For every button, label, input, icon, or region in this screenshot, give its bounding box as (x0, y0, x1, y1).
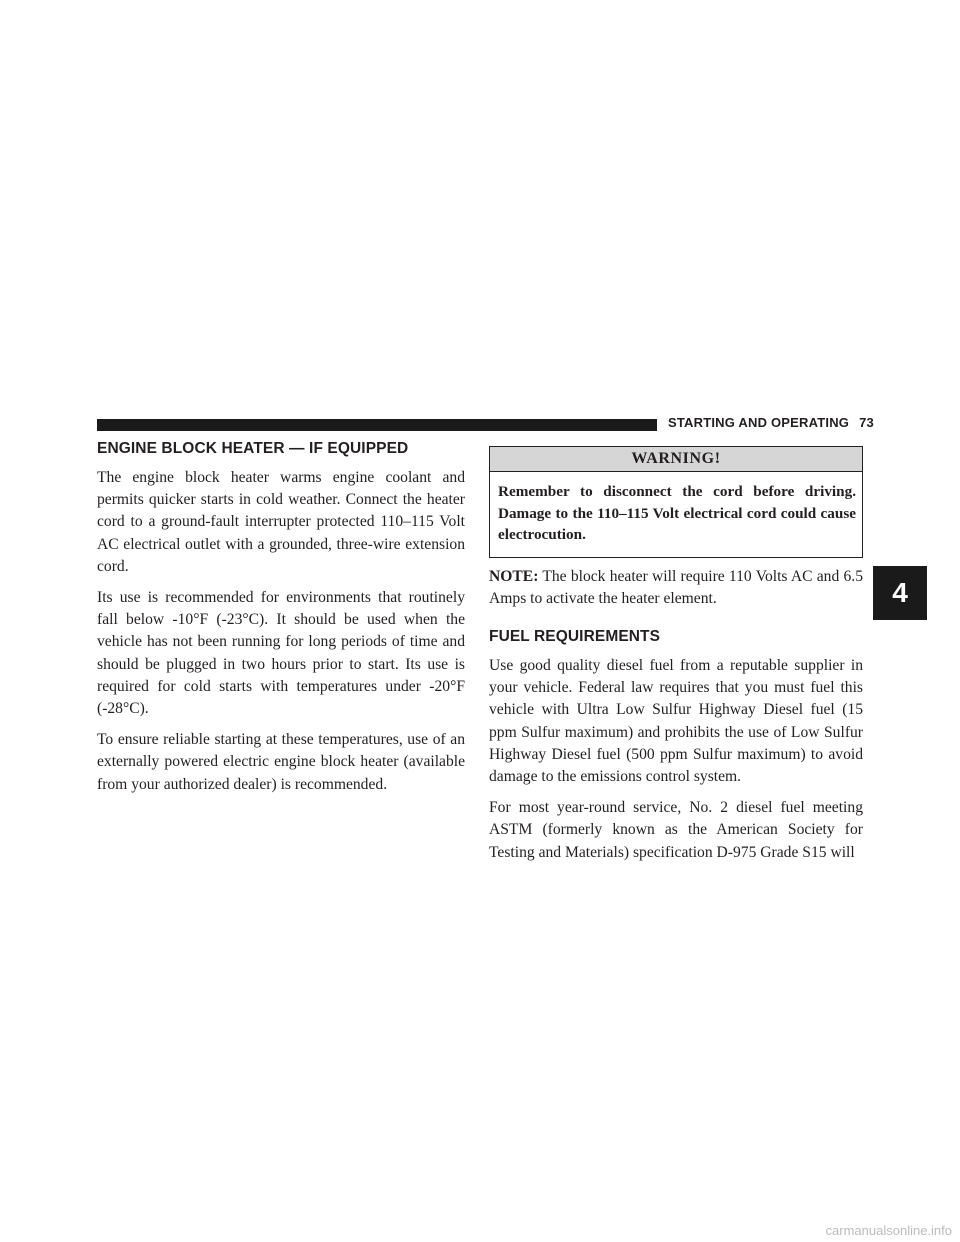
note-paragraph (489, 566, 863, 610)
warning-box (489, 446, 863, 558)
note-text: The block heater will require 110 Volts AC and 6.5 Amps to activate the heater element. (489, 567, 863, 607)
running-header (668, 415, 874, 430)
warning-body: Remember to disconnect the cord before driving. Damage to the 110–115 Volt electrical cord could cause electrocution. (498, 483, 856, 543)
page-number: 73 (859, 415, 874, 430)
watermark: carmanualsonline.info (825, 1223, 952, 1238)
warning-title: WARNING! (490, 447, 862, 472)
chapter-tab: 4 (873, 566, 927, 620)
fuel-paragraph-2: For most year-round service, No. 2 diesel fuel meeting ASTM (formerly known as the American Society for Testing and Materials) specification D-975 Grade S15 will (489, 799, 863, 861)
block-heater-paragraph-2: Its use is recommended for environments that routinely fall below -10°F (-23°C). It should be used when the vehicle has not been running for long periods of time and should be plugged in two hours prior to start. Its use is required for cold starts with temperatures under -20°F (-28°C). (97, 589, 465, 718)
block-heater-paragraph-3: To ensure reliable starting at these temperatures, use of an externally powered electric engine block heater (available from your authorized dealer) is recommended. (97, 731, 465, 793)
left-column (97, 440, 465, 805)
section-title: STARTING AND OPERATING (668, 415, 850, 430)
block-heater-paragraph-1: The engine block heater warms engine coolant and permits quicker starts in cold weather. Connect the heater cord to a ground-fault interrupter protected 110–115 Volt AC electrical outlet with a grounded, three-wire extension cord. (97, 469, 465, 575)
note-label: NOTE: (489, 567, 539, 585)
header-rule (97, 419, 657, 431)
fuel-paragraph-1: Use good quality diesel fuel from a reputable supplier in your vehicle. Federal law requires that you must fuel this vehicle with Ultra Low Sulfur Highway Diesel fuel (15 ppm Sulfur maximum) and prohibits the use of Low Sulfur Highway Diesel fuel (500 ppm Sulfur maximum) to avoid damage to the emissions control system. (489, 656, 863, 785)
right-column (489, 446, 863, 873)
fuel-requirements-heading: FUEL REQUIREMENTS (489, 627, 661, 645)
engine-block-heater-heading: ENGINE BLOCK HEATER — IF EQUIPPED (97, 440, 409, 457)
